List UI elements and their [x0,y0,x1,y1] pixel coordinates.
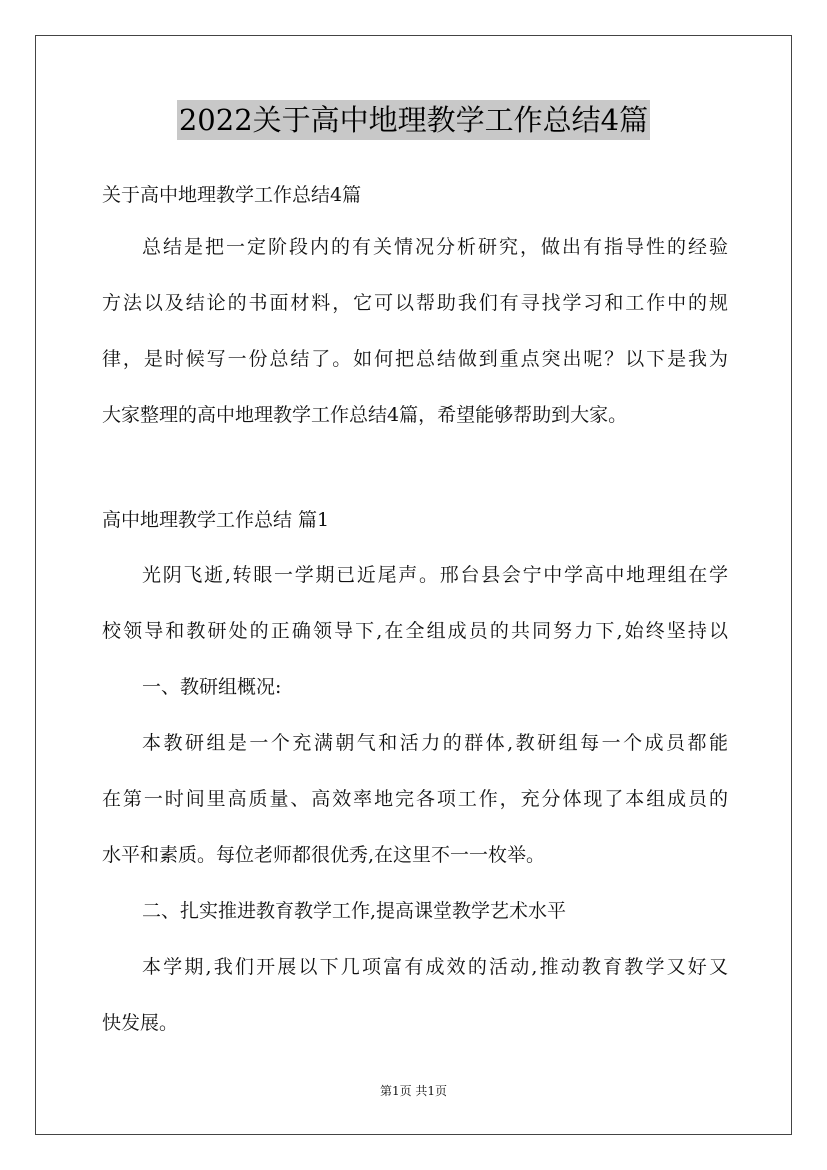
title-wrap [0,100,827,140]
intro-line-4: 大家整理的高中地理教学工作总结4篇，希望能够帮助到大家。 [102,404,628,426]
intro-line-2: 方法以及结论的书面材料，它可以帮助我们有寻找学习和工作中的规 [102,292,728,314]
subtitle: 关于高中地理教学工作总结4篇 [102,184,362,206]
section-heading: 高中地理教学工作总结 篇1 [102,509,330,531]
body-line-3: 一、教研组概况: [142,676,282,698]
body-line-4: 本教研组是一个充满朝气和活力的群体,教研组每一个成员都能 [142,732,728,754]
page-footer: 第1页 共1页 [379,1084,448,1098]
body-line-5: 在第一时间里高质量、高效率地完各项工作，充分体现了本组成员的 [102,788,728,810]
body-line-9: 快发展。 [102,1012,179,1034]
body-line-7: 二、扎实推进教育教学工作,提高课堂教学艺术水平 [142,900,567,922]
body-line-8: 本学期,我们开展以下几项富有成效的活动,推动教育教学又好又 [142,956,728,978]
intro-line-1: 总结是把一定阶段内的有关情况分析研究，做出有指导性的经验 [142,236,728,258]
intro-line-3: 律，是时候写一份总结了。如何把总结做到重点突出呢？以下是我为 [102,348,728,370]
body-line-6: 水平和素质。每位老师都很优秀,在这里不一一枚举。 [102,844,546,866]
body-line-2: 校领导和教研处的正确领导下,在全组成员的共同努力下,始终坚持以 [102,620,728,642]
body-line-1: 光阴飞逝,转眼一学期已近尾声。邢台县会宁中学高中地理组在学 [142,564,728,586]
document-title: 2022关于高中地理教学工作总结4篇 [177,100,650,140]
